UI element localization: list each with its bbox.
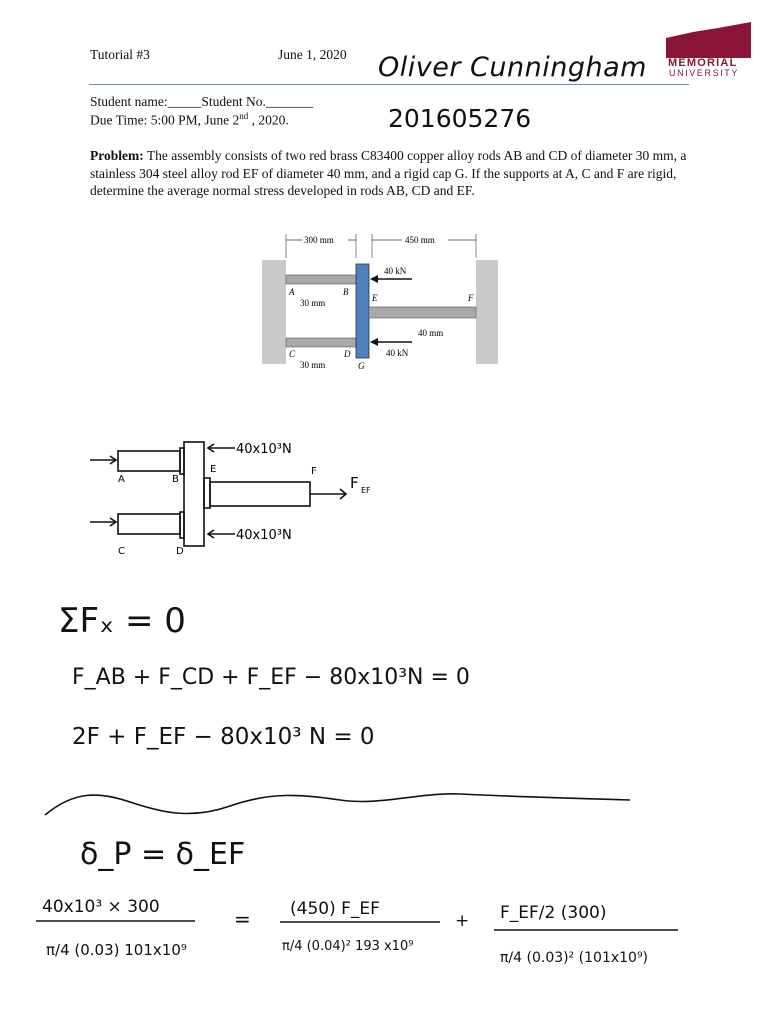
due-suffix: , 2020.	[248, 112, 289, 128]
sketch-label-c: C	[118, 546, 125, 557]
sketch-label-a: A	[118, 474, 125, 485]
header-rule	[89, 84, 689, 85]
plus-sign: +	[455, 911, 470, 931]
label-b: B	[343, 287, 349, 297]
load-label-top: 40 kN	[384, 266, 407, 276]
free-body-sketch	[80, 430, 400, 570]
frac1-numerator: 40x10³ × 300	[42, 897, 160, 917]
problem-text: The assembly consists of two red brass C83400 copper alloy rods AB and CD of diameter 30 mm, a stainless 304 steel alloy rod EF of diameter 40 mm, and a rigid cap G. If the supports at A, C and F are rigid, determine the average normal stress developed in rods AB, CD and EF.	[90, 148, 687, 198]
rigid-cap-g	[356, 264, 369, 358]
sketch-cap	[184, 442, 204, 546]
label-a: A	[289, 287, 295, 297]
separator-squiggle	[45, 794, 630, 815]
sketch-load-bottom-label: 40x10³N	[236, 528, 292, 543]
problem-label: Problem:	[90, 148, 144, 163]
equation-sum: ΣFₓ = 0	[58, 601, 186, 641]
left-wall	[262, 260, 286, 364]
logo-text-line1: MEMORIAL	[668, 57, 738, 69]
due-time	[90, 111, 289, 129]
right-wall	[476, 260, 498, 364]
sketch-force-label: F	[350, 474, 359, 492]
label-f: F	[468, 293, 474, 303]
equation-compat: δ_P = δ_EF	[80, 837, 246, 872]
due-superscript: nd	[239, 111, 249, 121]
dia-cd: 30 mm	[300, 360, 326, 370]
rod-ab	[286, 275, 356, 284]
label-g: G	[358, 361, 365, 371]
sketch-rod-ab	[118, 451, 180, 471]
frac3-denominator: π/4 (0.03)² (101x10⁹)	[500, 950, 649, 966]
equals-sign: =	[234, 907, 251, 931]
sketch-label-e: E	[210, 464, 217, 475]
sketch-force-sub: EF	[361, 486, 371, 495]
label-e: E	[372, 293, 378, 303]
equation-1: F_AB + F_CD + F_EF − 80x10³N = 0	[72, 665, 470, 690]
student-line: Student name:_____Student No._______	[90, 94, 314, 109]
sketch-label-b: B	[172, 474, 179, 485]
label-d: D	[344, 349, 351, 359]
frac3-numerator: F_EF/2 (300)	[500, 903, 607, 923]
load-label-bottom: 40 kN	[386, 348, 409, 358]
handwritten-student-name: Oliver Cunningham	[378, 52, 647, 83]
equations-area	[0, 580, 768, 1024]
logo-text-line2: UNIVERSITY	[669, 68, 740, 78]
equation-2: 2F + F_EF − 80x10³ N = 0	[72, 724, 375, 750]
dia-ab: 30 mm	[300, 298, 326, 308]
sketch-label-d: D	[176, 546, 184, 557]
dim-label-300: 300 mm	[304, 235, 334, 245]
frac1-denominator: π/4 (0.03) 101x10⁹	[46, 941, 187, 959]
assembly-figure	[262, 228, 498, 374]
rod-cd	[286, 338, 356, 347]
dia-ef: 40 mm	[418, 328, 444, 338]
logo-shape	[666, 22, 751, 58]
label-c: C	[289, 349, 296, 359]
sketch-rod-cd	[118, 514, 180, 534]
dim-label-450: 450 mm	[405, 235, 435, 245]
university-logo	[663, 20, 753, 80]
handwritten-student-id: 201605276	[388, 104, 532, 133]
due-prefix: Due Time: 5:00 PM, June 2	[90, 112, 240, 128]
sketch-load-top-label: 40x10³N	[236, 442, 292, 457]
frac2-numerator: (450) F_EF	[290, 899, 380, 919]
tutorial-number: Tutorial #3	[90, 47, 150, 62]
sketch-rod-ef	[210, 482, 310, 506]
problem-statement	[90, 147, 690, 200]
frac2-denominator: π/4 (0.04)² 193 x10⁹	[282, 939, 414, 954]
sketch-label-f: F	[311, 466, 317, 477]
tutorial-date: June 1, 2020	[278, 47, 347, 62]
rod-ef	[369, 307, 476, 318]
